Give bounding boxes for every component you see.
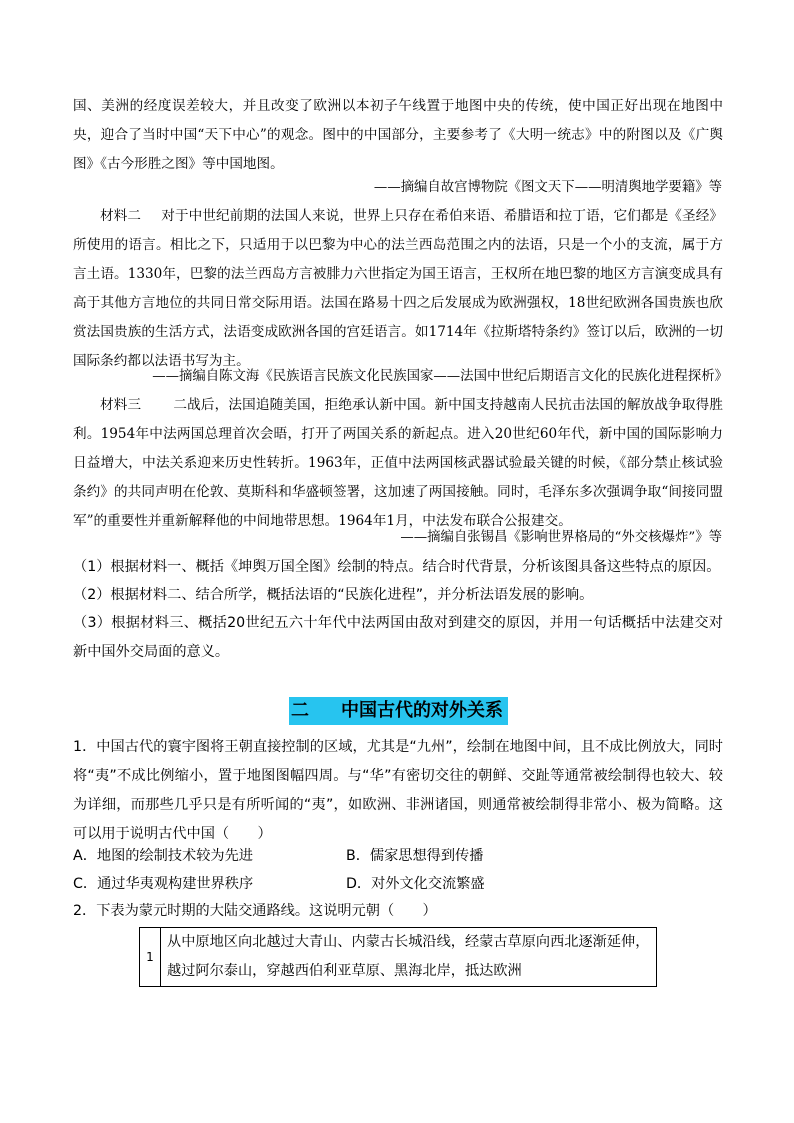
route-content-cell: 从中原地区向北越过大青山、内蒙古长城沿线，经蒙古草原向西北逐渐延伸，越过阿尔泰山，穿越西伯利亚草原、黑海北岸，抵达欧洲: [161, 928, 657, 987]
question-2-stem: 2．下表为蒙元时期的大陆交通路线。这说明元朝（ ）: [73, 903, 437, 919]
route-table: [139, 927, 657, 987]
material-one-source: ——摘编自故宫博物院《图文天下——明清舆地学要籍》等: [373, 180, 722, 195]
section-title-text: 中国古代的对外关系: [341, 700, 503, 721]
material-three-paragraph: [73, 391, 723, 536]
material-three-text: 二战后，法国追随美国，拒绝承认新中国。新中国支持越南人民抗击法国的解放战争取得胜利。1954年中法两国总理首次会晤，打开了两国关系的新起点。进入20世纪60年代，新中国的国际影响力日益增大，中法关系迎来历史性转折。1963年，正值中法两国核武器试验最关键的时候，《部分禁止核试验条约》的共同声明在伦敦、莫斯科和华盛顿签署，这加速了两国接触。同时，毛泽东多次强调争取“间接同盟军”的重要性并重新解释他的中间地带思想。1964年1月，中法发布联合公报建交。: [73, 397, 723, 529]
question-sub-1: （1）根据材料一、概括《坤舆万国全图》绘制的特点。结合时代背景，分析该图具备这些特点的原因。: [73, 559, 721, 575]
material-two-text: 对于中世纪前期的法国人来说，世界上只存在希伯来语、希腊语和拉丁语，它们都是《圣经》所使用的语言。相比之下，只适用于以巴黎为中心的法兰西岛范围之内的法语，只是一个小的支流，属于方言土语。1330年，巴黎的法兰西岛方言被腓力六世指定为国王语言，王权所在地巴黎的地区方言演变成具有高于其他方言地位的共同日常交际用语。法国在路易十四之后发展成为欧洲强权，18世纪欧洲各国贵族也欣赏法国贵族的生活方式，法语变成欧洲各国的宫廷语言。如1714年《拉斯塔特条约》签订以后，欧洲的一切国际条约都以法语书写为主。: [73, 208, 724, 369]
material-three-source: ——摘编自张锡昌《影响世界格局的“外交核爆炸”》等: [400, 530, 722, 545]
question-1-option-c[interactable]: C．通过华夷观构建世界秩序: [73, 876, 254, 892]
material-one-tail-text: 国、美洲的经度误差较大，并且改变了欧洲以本初子午线置于地图中央的传统，使中国正好出现在地图中央，迎合了当时中国“天下中心”的观念。图中的中国部分，主要参考了《大明一统志》中的附图以及《广舆图》《古今形胜之图》等中国地图。: [73, 98, 723, 172]
question-1-option-a[interactable]: A．地图的绘制技术较为先进: [73, 848, 253, 864]
section-number: 二: [291, 700, 309, 721]
section-heading: [289, 697, 508, 725]
route-index-cell: 1: [140, 928, 161, 987]
question-1-option-b[interactable]: B．儒家思想得到传播: [346, 848, 484, 864]
material-two-paragraph: [73, 202, 723, 376]
question-sub-2: （2）根据材料二、结合所学，概括法语的“民族化进程”，并分析法语发展的影响。: [73, 587, 594, 603]
material-two-label: 材料二: [100, 208, 142, 224]
question-sub-3: （3）根据材料三、概括20世纪五六十年代中法两国由敌对到建交的原因，并用一句话概括中法建交对新中国外交局面的意义。: [73, 615, 723, 660]
question-1-stem: 1．中国古代的寰宇图将王朝直接控制的区域，尤其是“九州”，绘制在地图中间，且不成比例放大，同时将“夷”不成比例缩小，置于地图图幅四周。与“华”有密切交往的朝鲜、交趾等通常被绘制得也较大、较为详细，而那些几乎只是有所听闻的“夷”，如欧洲、非洲诸国，则通常被绘制得非常小、极为简略。这可以用于说明古代中国（ ）: [73, 739, 723, 842]
question-1-option-d[interactable]: D．对外文化交流繁盛: [346, 876, 485, 892]
material-two-source: ——摘编自陈文海《民族语言民族文化民族国家——法国中世纪后期语言文化的民族化进程探析》: [152, 369, 728, 384]
table-row: [140, 928, 657, 987]
material-three-label: 材料三: [100, 397, 142, 413]
